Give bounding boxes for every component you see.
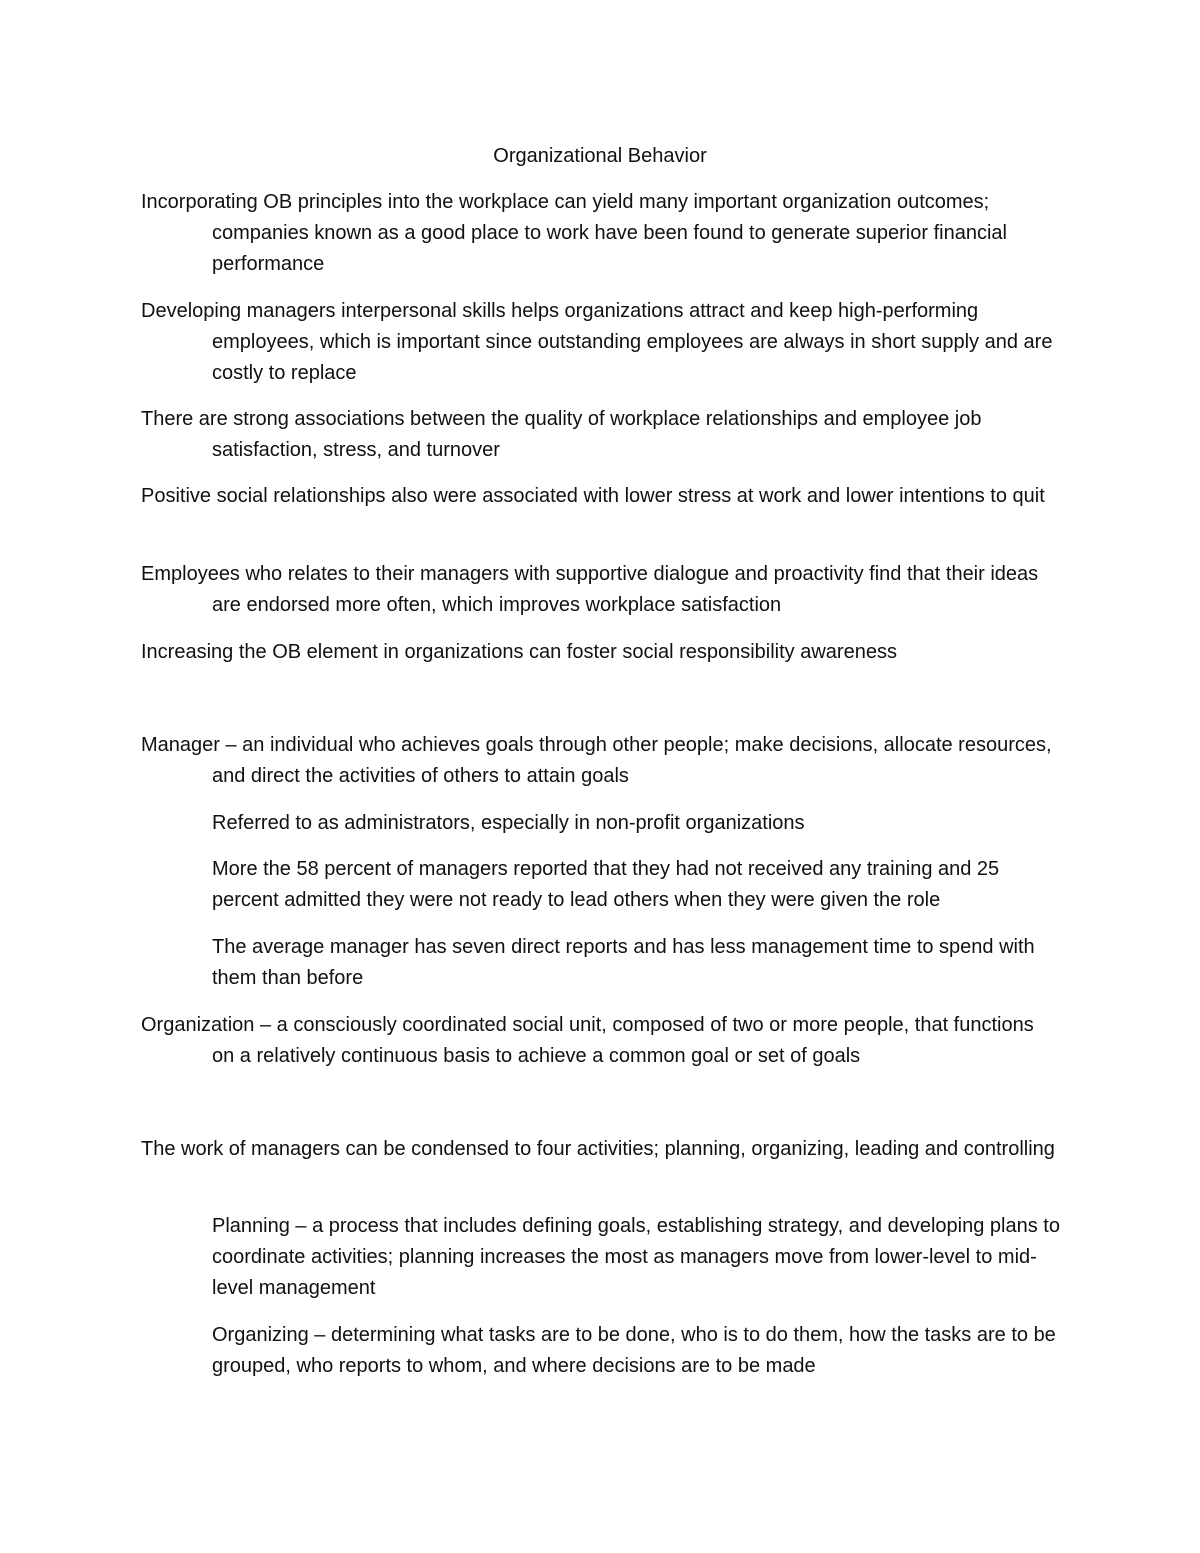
manager-definition: Manager – an individual who achieves goals through other people; make decisions, allocate resources, and direct the activities of others to attain goals — [141, 734, 1052, 787]
paragraph-social-responsibility: Increasing the OB element in organizations can foster social responsibility awareness — [141, 641, 897, 663]
document-title: Organizational Behavior — [493, 145, 707, 167]
paragraph-workplace-relationships: There are strong associations between the quality of workplace relationships and employee job satisfaction, stress, and turnover — [141, 408, 982, 461]
manager-note-direct-reports: The average manager has seven direct reports and has less management time to spend with them than before — [212, 936, 1035, 989]
paragraph-social-relationships: Positive social relationships also were associated with lower stress at work and lower intentions to quit — [141, 485, 1045, 507]
paragraph-interpersonal-skills: Developing managers interpersonal skills helps organizations attract and keep high-performing employees, which is important since outstanding employees are always in short supply and are costly to replace — [141, 300, 1053, 384]
activity-organizing: Organizing – determining what tasks are to be done, who is to do them, how the tasks are to be grouped, who reports to whom, and where decisions are to be made — [212, 1324, 1056, 1377]
paragraph-supportive-dialogue: Employees who relates to their managers with supportive dialogue and proactivity find that their ideas are endorsed more often, which improves workplace satisfaction — [141, 563, 1039, 616]
paragraph-ob-outcomes: Incorporating OB principles into the workplace can yield many important organization outcomes; companies known as a good place to work have been found to generate superior financial performance — [141, 191, 1007, 275]
organization-definition: Organization – a consciously coordinated social unit, composed of two or more people, that functions on a relatively continuous basis to achieve a common goal or set of goals — [141, 1014, 1034, 1067]
manager-note-administrators: Referred to as administrators, especially in non-profit organizations — [212, 812, 805, 834]
manager-note-training: More the 58 percent of managers reported that they had not received any training and 25 percent admitted they were not ready to lead others when they were given the role — [212, 858, 1000, 911]
manager-activities-summary: The work of managers can be condensed to four activities; planning, organizing, leading and controlling — [141, 1138, 1055, 1160]
activity-planning: Planning – a process that includes defining goals, establishing strategy, and developing plans to coordinate activities; planning increases the most as managers move from lower-level to mid-level management — [212, 1215, 1060, 1299]
